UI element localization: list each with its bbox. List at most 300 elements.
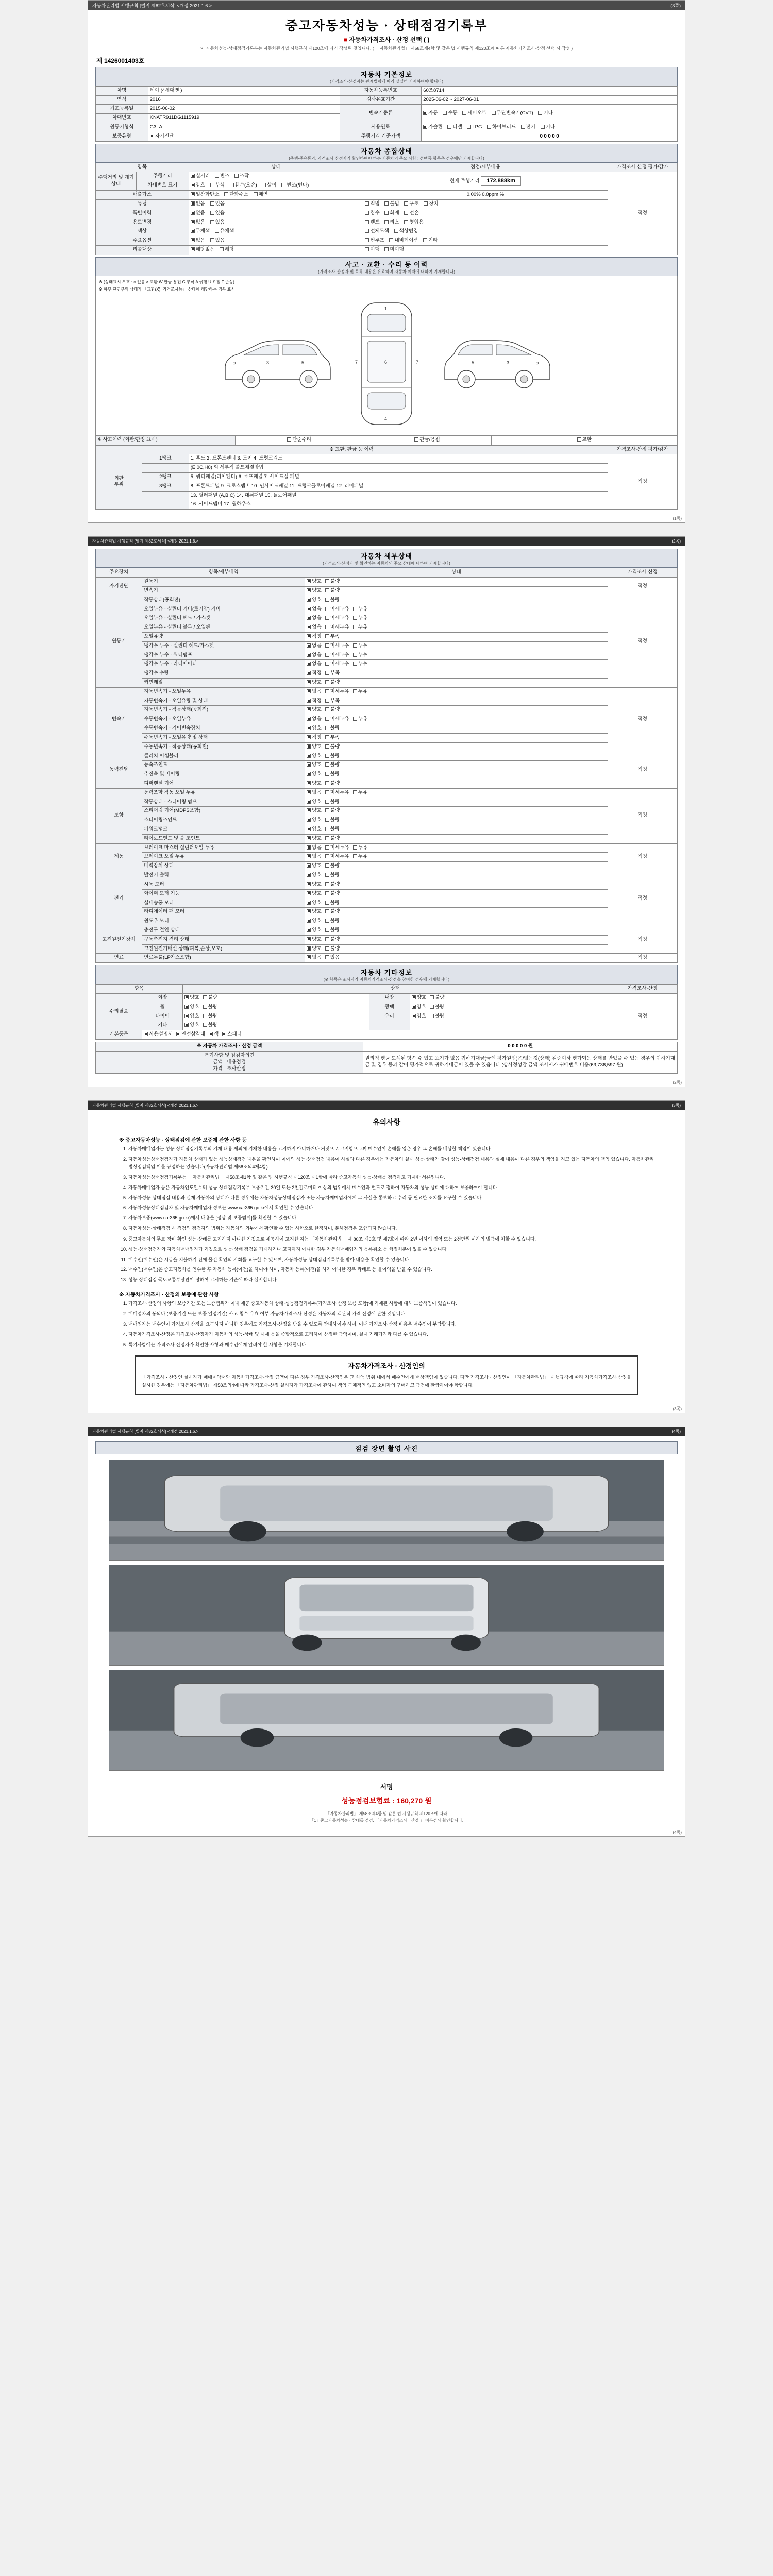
- checkbox-icon[interactable]: [325, 680, 329, 684]
- checkbox-icon[interactable]: [423, 238, 427, 242]
- checkbox-icon[interactable]: [487, 125, 491, 129]
- detail-option[interactable]: [307, 900, 321, 907]
- other-item-options[interactable]: [183, 1003, 369, 1012]
- other-extra-option[interactable]: [176, 1031, 205, 1038]
- checkbox-icon[interactable]: [325, 891, 329, 895]
- detail-option[interactable]: [307, 735, 321, 741]
- detail-option[interactable]: [325, 661, 349, 668]
- checkbox-icon[interactable]: [307, 625, 311, 629]
- detail-option[interactable]: [325, 744, 340, 751]
- checkbox-icon[interactable]: [365, 220, 369, 224]
- checkbox-icon[interactable]: [325, 928, 329, 932]
- detail-item-options[interactable]: [305, 660, 608, 669]
- state-row-4-sub[interactable]: [363, 209, 608, 218]
- detail-item-options[interactable]: [305, 862, 608, 871]
- transmission-opt-3[interactable]: 무단변속기(CVT): [492, 110, 533, 117]
- checkbox-icon[interactable]: [307, 781, 311, 785]
- checkbox-icon[interactable]: [423, 111, 427, 115]
- other-item-right-options[interactable]: [410, 994, 608, 1003]
- other-item-right-options[interactable]: [410, 1003, 608, 1012]
- checkbox-icon[interactable]: [404, 211, 408, 215]
- detail-item-options[interactable]: [305, 724, 608, 734]
- checkbox-icon[interactable]: [307, 818, 311, 822]
- state-subopt[interactable]: 전체도색: [365, 228, 389, 235]
- checkbox-icon[interactable]: [541, 125, 545, 129]
- detail-item-options[interactable]: [305, 770, 608, 779]
- detail-option[interactable]: [325, 615, 349, 622]
- detail-option[interactable]: [325, 579, 340, 585]
- detail-option[interactable]: [353, 643, 367, 650]
- detail-item-options[interactable]: [305, 586, 608, 596]
- detail-item-options[interactable]: [305, 908, 608, 917]
- checkbox-icon[interactable]: [384, 220, 389, 224]
- checkbox-icon[interactable]: [325, 854, 329, 858]
- checkbox-icon[interactable]: [191, 201, 195, 206]
- detail-option[interactable]: [353, 606, 367, 613]
- other-extra-options[interactable]: [142, 1030, 608, 1040]
- legend-item-2[interactable]: 교환: [491, 435, 677, 445]
- checkbox-icon[interactable]: [325, 707, 329, 711]
- detail-option[interactable]: [353, 716, 367, 723]
- checkbox-icon[interactable]: [307, 891, 311, 895]
- detail-option[interactable]: [307, 725, 321, 732]
- checkbox-icon[interactable]: [224, 192, 228, 196]
- checkbox-icon[interactable]: [353, 790, 357, 794]
- detail-option[interactable]: [307, 854, 321, 860]
- checkbox-icon[interactable]: [412, 995, 416, 999]
- checkbox-icon[interactable]: [144, 1032, 148, 1036]
- state-subopt[interactable]: 미이행: [384, 247, 404, 253]
- checkbox-icon[interactable]: [325, 717, 329, 721]
- checkbox-icon[interactable]: [307, 744, 311, 749]
- fuel-opt-5[interactable]: 기타: [541, 124, 555, 131]
- detail-item-options[interactable]: [305, 733, 608, 742]
- legend-item-0[interactable]: 단순수리: [235, 435, 363, 445]
- checkbox-icon[interactable]: [222, 1032, 226, 1036]
- checkbox-icon[interactable]: [365, 201, 369, 206]
- checkbox-icon[interactable]: [307, 772, 311, 776]
- checkbox-icon[interactable]: [307, 616, 311, 620]
- checkbox-icon[interactable]: [423, 125, 427, 129]
- checkbox-icon[interactable]: [325, 744, 329, 749]
- detail-option[interactable]: [307, 698, 321, 705]
- state-opt[interactable]: 있음: [210, 219, 225, 226]
- detail-option[interactable]: [325, 882, 340, 888]
- other-right-option[interactable]: [412, 1004, 426, 1011]
- checkbox-icon[interactable]: [184, 995, 189, 999]
- detail-option[interactable]: [307, 680, 321, 686]
- detail-option[interactable]: [307, 579, 321, 585]
- detail-item-options[interactable]: [305, 752, 608, 761]
- detail-option[interactable]: [307, 918, 321, 925]
- checkbox-icon[interactable]: [307, 955, 311, 959]
- detail-option[interactable]: [325, 854, 349, 860]
- checkbox-icon[interactable]: [210, 211, 214, 215]
- checkbox-icon[interactable]: [307, 735, 311, 739]
- other-right-option[interactable]: [430, 1013, 444, 1020]
- state-opt[interactable]: 변조: [215, 173, 229, 180]
- detail-option[interactable]: [307, 707, 321, 714]
- state-subopt[interactable]: 전손: [404, 210, 418, 217]
- state-opt[interactable]: 해당: [220, 247, 234, 253]
- checkbox-icon[interactable]: [191, 229, 195, 233]
- checkbox-icon[interactable]: [325, 800, 329, 804]
- detail-option[interactable]: [325, 918, 340, 925]
- detail-option[interactable]: [307, 606, 321, 613]
- state-opt[interactable]: 있음: [210, 238, 225, 244]
- transmission-opt-1[interactable]: 수동: [443, 110, 457, 117]
- checkbox-icon[interactable]: [184, 1023, 189, 1027]
- checkbox-icon[interactable]: [210, 238, 214, 242]
- other-right-option[interactable]: [430, 1004, 444, 1011]
- detail-option[interactable]: [307, 909, 321, 916]
- state-subopt[interactable]: 화재: [384, 210, 399, 217]
- detail-item-options[interactable]: [305, 834, 608, 843]
- checkbox-icon[interactable]: [307, 754, 311, 758]
- detail-option[interactable]: [325, 891, 340, 897]
- detail-option[interactable]: [325, 826, 340, 833]
- checkbox-icon[interactable]: [191, 211, 195, 215]
- detail-option[interactable]: [353, 652, 367, 659]
- detail-item-options[interactable]: [305, 596, 608, 605]
- checkbox-icon[interactable]: [325, 845, 329, 850]
- checkbox-icon[interactable]: [325, 607, 329, 611]
- detail-item-options[interactable]: [305, 843, 608, 853]
- detail-item-options[interactable]: [305, 816, 608, 825]
- checkbox-icon[interactable]: [307, 937, 311, 941]
- checkbox-icon[interactable]: [430, 1005, 434, 1009]
- state-row-7-sub[interactable]: [363, 236, 608, 246]
- detail-option[interactable]: [307, 597, 321, 604]
- other-option[interactable]: [184, 1004, 199, 1011]
- checkbox-icon[interactable]: [203, 995, 207, 999]
- checkbox-icon[interactable]: [325, 827, 329, 831]
- detail-option[interactable]: [307, 872, 321, 879]
- detail-item-options[interactable]: [305, 706, 608, 715]
- checkbox-icon[interactable]: [365, 211, 369, 215]
- checkbox-icon[interactable]: [325, 955, 329, 959]
- checkbox-icon[interactable]: [307, 808, 311, 812]
- detail-item-options[interactable]: [305, 889, 608, 899]
- state-opt[interactable]: 양호: [191, 182, 205, 189]
- other-right-option[interactable]: [430, 995, 444, 1002]
- checkbox-icon[interactable]: [307, 579, 311, 583]
- checkbox-icon[interactable]: [176, 1032, 180, 1036]
- checkbox-icon[interactable]: [353, 616, 357, 620]
- other-item-right-options[interactable]: [410, 1012, 608, 1021]
- checkbox-icon[interactable]: [307, 671, 311, 675]
- checkbox-icon[interactable]: [307, 901, 311, 905]
- checkbox-icon[interactable]: [404, 220, 408, 224]
- other-right-option[interactable]: [412, 1013, 426, 1020]
- detail-option[interactable]: [325, 597, 340, 604]
- detail-item-options[interactable]: [305, 761, 608, 770]
- detail-option[interactable]: [325, 762, 340, 769]
- detail-option[interactable]: [307, 927, 321, 934]
- detail-option[interactable]: [325, 588, 340, 595]
- checkbox-icon[interactable]: [353, 643, 357, 648]
- checkbox-icon[interactable]: [215, 229, 219, 233]
- checkbox-icon[interactable]: [191, 220, 195, 224]
- transmission-opt-2[interactable]: 세미오토: [462, 110, 486, 117]
- fuel-opt-4[interactable]: 전기: [521, 124, 535, 131]
- detail-item-options[interactable]: [305, 880, 608, 889]
- detail-item-options[interactable]: [305, 687, 608, 697]
- checkbox-icon[interactable]: [325, 762, 329, 767]
- state-subopt[interactable]: 기타: [423, 238, 438, 244]
- checkbox-icon[interactable]: [307, 800, 311, 804]
- fuel-opt-2[interactable]: LPG: [467, 124, 482, 131]
- checkbox-icon[interactable]: [353, 854, 357, 858]
- detail-option[interactable]: [307, 836, 321, 842]
- detail-option[interactable]: [307, 588, 321, 595]
- checkbox-icon[interactable]: [307, 689, 311, 693]
- other-item-options[interactable]: [183, 1012, 369, 1021]
- other-option[interactable]: [203, 1013, 217, 1020]
- detail-option[interactable]: [325, 955, 340, 961]
- checkbox-icon[interactable]: [307, 598, 311, 602]
- other-option[interactable]: [203, 995, 217, 1002]
- detail-item-options[interactable]: [305, 954, 608, 963]
- detail-option[interactable]: [325, 836, 340, 842]
- warranty-opt-0[interactable]: 자기진단: [150, 133, 174, 140]
- checkbox-icon[interactable]: [521, 125, 525, 129]
- state-row-5-opts[interactable]: [189, 218, 363, 227]
- detail-option[interactable]: [307, 643, 321, 650]
- checkbox-icon[interactable]: [325, 662, 329, 666]
- state-subopt[interactable]: 내비게이션: [389, 238, 418, 244]
- checkbox-icon[interactable]: [353, 662, 357, 666]
- state-row-8-sub[interactable]: [363, 245, 608, 255]
- checkbox-icon[interactable]: [210, 201, 214, 206]
- detail-option[interactable]: [325, 900, 340, 907]
- detail-option[interactable]: [325, 606, 349, 613]
- detail-item-options[interactable]: [305, 697, 608, 706]
- checkbox-icon[interactable]: [307, 607, 311, 611]
- detail-option[interactable]: [307, 863, 321, 870]
- checkbox-icon[interactable]: [262, 183, 266, 187]
- checkbox-icon[interactable]: [307, 854, 311, 858]
- detail-option[interactable]: [325, 817, 340, 824]
- detail-item-options[interactable]: [305, 807, 608, 816]
- checkbox-icon[interactable]: [325, 653, 329, 657]
- detail-option[interactable]: [307, 762, 321, 769]
- detail-option[interactable]: [325, 946, 340, 953]
- checkbox-icon[interactable]: [307, 919, 311, 923]
- detail-option[interactable]: [325, 927, 340, 934]
- checkbox-icon[interactable]: [307, 726, 311, 730]
- state-row-8-opts[interactable]: [189, 245, 363, 255]
- checkbox-icon[interactable]: [325, 634, 329, 638]
- checkbox-icon[interactable]: [365, 238, 369, 242]
- transmission-options[interactable]: [422, 105, 678, 123]
- checkbox-icon[interactable]: [384, 201, 389, 206]
- checkbox-icon[interactable]: [325, 901, 329, 905]
- detail-option[interactable]: [307, 781, 321, 787]
- checkbox-icon[interactable]: [414, 437, 418, 442]
- checkbox-icon[interactable]: [191, 247, 195, 251]
- fuel-opt-1[interactable]: 디젤: [447, 124, 462, 131]
- checkbox-icon[interactable]: [353, 625, 357, 629]
- state-opt[interactable]: 매연: [254, 192, 268, 198]
- checkbox-icon[interactable]: [430, 1014, 434, 1018]
- state-opt[interactable]: 상이: [262, 182, 276, 189]
- detail-item-options[interactable]: [305, 679, 608, 688]
- checkbox-icon[interactable]: [325, 643, 329, 648]
- detail-option[interactable]: [307, 624, 321, 631]
- detail-option[interactable]: [307, 661, 321, 668]
- detail-item-options[interactable]: [305, 715, 608, 724]
- checkbox-icon[interactable]: [353, 845, 357, 850]
- detail-option[interactable]: [325, 863, 340, 870]
- checkbox-icon[interactable]: [325, 937, 329, 941]
- detail-item-options[interactable]: [305, 825, 608, 835]
- detail-option[interactable]: [325, 937, 340, 943]
- checkbox-icon[interactable]: [307, 634, 311, 638]
- checkbox-icon[interactable]: [307, 643, 311, 648]
- checkbox-icon[interactable]: [220, 247, 224, 251]
- checkbox-icon[interactable]: [325, 790, 329, 794]
- checkbox-icon[interactable]: [462, 111, 466, 115]
- detail-item-options[interactable]: [305, 853, 608, 862]
- checkbox-icon[interactable]: [307, 680, 311, 684]
- detail-option[interactable]: [325, 845, 349, 852]
- state-opt[interactable]: 실거리: [191, 173, 210, 180]
- checkbox-icon[interactable]: [215, 174, 219, 178]
- detail-option[interactable]: [353, 624, 367, 631]
- detail-option[interactable]: [307, 891, 321, 897]
- detail-item-options[interactable]: [305, 578, 608, 587]
- checkbox-icon[interactable]: [412, 1005, 416, 1009]
- detail-option[interactable]: [325, 735, 340, 741]
- detail-option[interactable]: [307, 689, 321, 696]
- detail-option[interactable]: [307, 753, 321, 760]
- state-row-3-opts[interactable]: [189, 199, 363, 209]
- state-opt[interactable]: 변조(변타): [281, 182, 309, 189]
- state-row-6-sub[interactable]: [363, 227, 608, 236]
- checkbox-icon[interactable]: [325, 625, 329, 629]
- checkbox-icon[interactable]: [307, 928, 311, 932]
- checkbox-icon[interactable]: [424, 201, 428, 206]
- other-item-right-options[interactable]: [410, 1021, 608, 1030]
- state-opt[interactable]: 있음: [210, 201, 225, 208]
- state-opt[interactable]: 있음: [210, 210, 225, 217]
- state-opt[interactable]: 조작: [234, 173, 249, 180]
- state-row-7-opts[interactable]: [189, 236, 363, 246]
- detail-option[interactable]: [325, 872, 340, 879]
- state-opt[interactable]: 훼손(오손): [230, 182, 257, 189]
- detail-item-options[interactable]: [305, 632, 608, 641]
- checkbox-icon[interactable]: [325, 754, 329, 758]
- detail-option[interactable]: [307, 670, 321, 677]
- checkbox-icon[interactable]: [404, 201, 408, 206]
- checkbox-icon[interactable]: [492, 111, 496, 115]
- state-row-4-opts[interactable]: [189, 209, 363, 218]
- state-subopt[interactable]: 불법: [384, 201, 399, 208]
- detail-option[interactable]: [307, 652, 321, 659]
- checkbox-icon[interactable]: [254, 192, 258, 196]
- detail-item-options[interactable]: [305, 614, 608, 623]
- checkbox-icon[interactable]: [210, 220, 214, 224]
- state-row-3-sub[interactable]: [363, 199, 608, 209]
- other-option[interactable]: [203, 1004, 217, 1011]
- checkbox-icon[interactable]: [443, 111, 447, 115]
- checkbox-icon[interactable]: [307, 863, 311, 868]
- detail-option[interactable]: [353, 689, 367, 696]
- checkbox-icon[interactable]: [325, 772, 329, 776]
- checkbox-icon[interactable]: [467, 125, 471, 129]
- state-opt[interactable]: 무채색: [191, 228, 210, 235]
- detail-item-options[interactable]: [305, 788, 608, 798]
- checkbox-icon[interactable]: [325, 836, 329, 840]
- fuel-opt-0[interactable]: 가솔린: [423, 124, 443, 131]
- detail-option[interactable]: [353, 615, 367, 622]
- detail-option[interactable]: [307, 955, 321, 961]
- detail-option[interactable]: [325, 725, 340, 732]
- checkbox-icon[interactable]: [353, 653, 357, 657]
- other-option[interactable]: [203, 1022, 217, 1029]
- detail-option[interactable]: [353, 790, 367, 796]
- state-row-1-opts[interactable]: [189, 181, 363, 191]
- checkbox-icon[interactable]: [325, 699, 329, 703]
- checkbox-icon[interactable]: [307, 717, 311, 721]
- detail-option[interactable]: [325, 716, 349, 723]
- detail-item-options[interactable]: [305, 935, 608, 944]
- detail-option[interactable]: [325, 808, 340, 815]
- checkbox-icon[interactable]: [389, 238, 393, 242]
- detail-item-options[interactable]: [305, 871, 608, 880]
- checkbox-icon[interactable]: [203, 1014, 207, 1018]
- checkbox-icon[interactable]: [325, 781, 329, 785]
- detail-option[interactable]: [307, 790, 321, 796]
- checkbox-icon[interactable]: [394, 229, 398, 233]
- detail-item-options[interactable]: [305, 669, 608, 679]
- checkbox-icon[interactable]: [353, 607, 357, 611]
- state-subopt[interactable]: 색상변경: [394, 228, 418, 235]
- detail-item-options[interactable]: [305, 605, 608, 614]
- state-subopt[interactable]: 이행: [365, 247, 379, 253]
- detail-option[interactable]: [325, 707, 340, 714]
- state-opt[interactable]: 탄화수소: [224, 192, 248, 198]
- checkbox-icon[interactable]: [203, 1005, 207, 1009]
- checkbox-icon[interactable]: [307, 845, 311, 850]
- checkbox-icon[interactable]: [430, 995, 434, 999]
- fuel-opt-3[interactable]: 하이브리드: [487, 124, 516, 131]
- checkbox-icon[interactable]: [209, 1032, 213, 1036]
- checkbox-icon[interactable]: [191, 192, 195, 196]
- detail-option[interactable]: [353, 854, 367, 860]
- detail-option[interactable]: [325, 652, 349, 659]
- detail-option[interactable]: [325, 670, 340, 677]
- detail-option[interactable]: [325, 799, 340, 806]
- detail-option[interactable]: [307, 634, 321, 640]
- checkbox-icon[interactable]: [325, 909, 329, 913]
- checkbox-icon[interactable]: [191, 183, 195, 187]
- checkbox-icon[interactable]: [203, 1023, 207, 1027]
- detail-option[interactable]: [307, 716, 321, 723]
- checkbox-icon[interactable]: [307, 707, 311, 711]
- checkbox-icon[interactable]: [325, 818, 329, 822]
- detail-option[interactable]: [353, 845, 367, 852]
- state-opt[interactable]: 일산화탄소: [191, 192, 220, 198]
- state-subopt[interactable]: 장치: [424, 201, 438, 208]
- detail-option[interactable]: [307, 808, 321, 815]
- detail-option[interactable]: [307, 882, 321, 888]
- state-opt[interactable]: 부식: [210, 182, 225, 189]
- detail-option[interactable]: [307, 799, 321, 806]
- state-subopt[interactable]: 구조: [404, 201, 418, 208]
- other-extra-option[interactable]: [222, 1031, 242, 1038]
